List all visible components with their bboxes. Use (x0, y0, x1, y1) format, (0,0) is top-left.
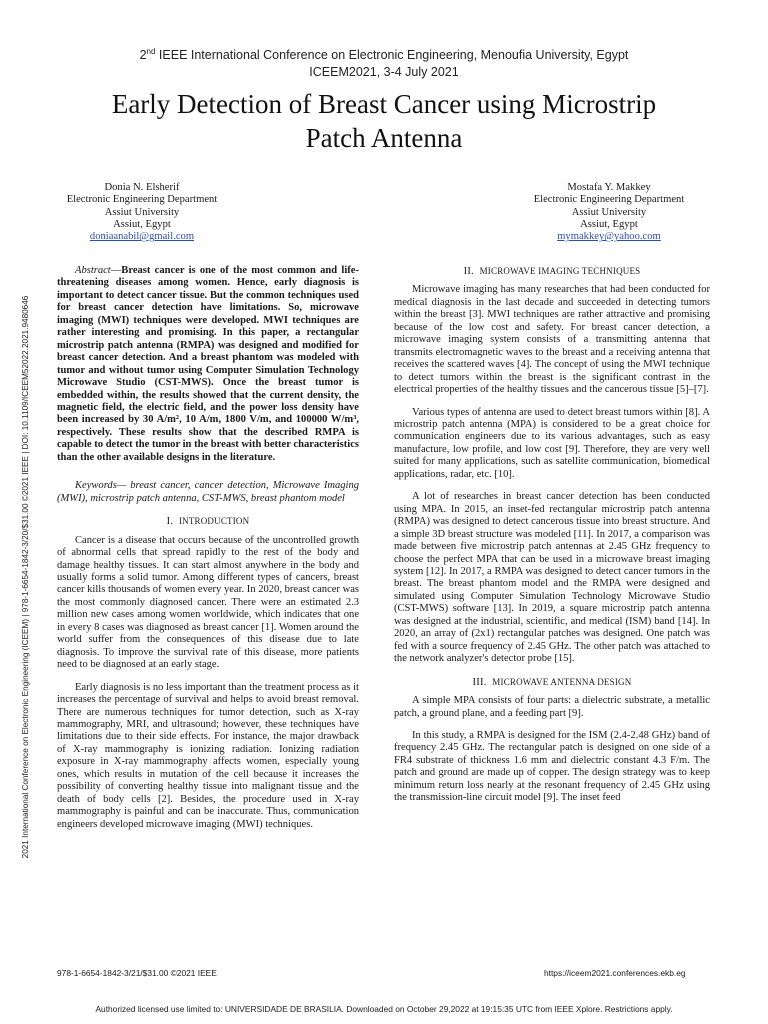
paragraph: Microwave imaging has many researches that had been conducted for medical diagnosis in the last decade and succeeded in detecting tumors within the breast [3]. MWI techniques are rather attractive and promising because of the low cost and safety. For breast cancer detection, a microwave imaging system consists of a transmitting antenna that transmits electromagnetic waves to the breast and a receiving antenna that receives the scattered waves [4]. The concept of using the MWI technique to detect tumors within the breast is the significant contrast in the electrical properties of the healthy tissues and the cancerous tissue [5]–[7]. (394, 284, 710, 396)
paper-title (40, 87, 728, 155)
title-line-1: Early Detection of Breast Cancer using Microstrip (111, 89, 657, 119)
abstract: Abstract—Breast cancer is one of the most common and life-threatening diseases among women. Hence, early diagnosis is important to detect cancer tissue. But the common techniques used for breast cancer detection have limitations. So, microwave imaging (MWI) techniques were developed. MWI techniques are rather interesting and promising. In this paper, a rectangular microstrip patch antenna (RMPA) was designed and modified for breast cancer detection. And a breast phantom was modeled with tumor and without tumor using Computer Simulation Technology Microwave Studio (CST-MWS). Once the breast tumor is embedded within, the results showed that the current density, the magnetic field, the electric field, and the power loss density have been increased by 30 A/m², 10 A/m, 1800 V/m, and 100000 W/m³, respectively. These results show that the described RMPA is capable to detect the tumor in the breast with better characteristics than the other available designs in the literature. (57, 265, 359, 463)
section-heading-microwave-imaging: II. MICROWAVE IMAGING TECHNIQUES (463, 266, 641, 277)
paragraph: Cancer is a disease that occurs because of the uncontrolled growth of abnormal cells that spread rapidly to the rest of the body and damage healthy tissues. It can start almost anywhere in the body and usually forms a solid tumor. Among different types of cancers, breast cancer kills thousands of women every year. In 2020, breast cancer was the most commonly diagnosed cancer. There were an estimated 2.3 million new cases among women worldwide, which indicates that one in every 8 cases was diagnosed as breast cancer [1]. Women around the world suffer from the consequences of this disease due to late diagnosis. To improve the survival rate of this disease, more patients need to be diagnosed at an early stage. (57, 534, 359, 671)
section-heading-antenna-design: III. MICROWAVE ANTENNA DESIGN (472, 676, 632, 688)
author-email-link[interactable]: mymakkey@yahoo.com (557, 231, 661, 243)
title-line-2: Patch Antenna (305, 123, 463, 153)
author-block-1 (42, 182, 242, 243)
conference-header (0, 43, 768, 81)
paragraph: A simple MPA consists of four parts: a dielectric substrate, a metallic patch, a ground plane, and a feeding part [9]. (394, 695, 710, 719)
sidebar-citation: 2021 International Conference on Electronic Engineering (ICEEM) | 978-1-6654-1842-3/20/$31.00 ©2021 IEEE | DOI: 10.1109/ICEEM52022.2021.9480646 (21, 295, 30, 859)
author-name: Mostafa Y. Makkey (567, 182, 651, 193)
paragraph: Various types of antenna are used to detect breast tumors within [8]. A microstrip patch antenna (MPA) is considered to be a great choice for communication engineers due to its various advantages, such as easy manufacture, low profile, and low cost [9]. Therefore, they are very well suited for many applications, such as satellite communication, biomedical applications, radar, etc. [10]. (394, 406, 710, 480)
author-univ: Assiut University (571, 206, 647, 218)
author-dept: Electronic Engineering Department (66, 194, 218, 206)
author-location: Assiut, Egypt (580, 218, 638, 230)
conference-line-2: ICEEM2021, 3-4 July 2021 (309, 65, 459, 80)
left-column (57, 265, 359, 831)
section-heading-introduction: I. INTRODUCTION (166, 516, 250, 528)
author-dept: Electronic Engineering Department (533, 194, 685, 206)
author-name: Donia N. Elsherif (104, 182, 180, 193)
conference-line-1: 2nd IEEE International Conference on Electronic Engineering, Menoufia University, Egypt (139, 47, 629, 63)
footer-copyright: 978-1-6654-1842-3/21/$31.00 ©2021 IEEE (57, 968, 217, 978)
author-location: Assiut, Egypt (113, 218, 171, 230)
license-notice: Authorized licensed use limited to: UNIVERSIDADE DE BRASILIA. Downloaded on October 29,2022 at 19:15:35 UTC from IEEE Xplore. Restrictions apply. (95, 1004, 673, 1014)
author-block-2 (509, 182, 709, 243)
right-column (394, 265, 710, 805)
paragraph: Early diagnosis is no less important than the treatment process as it increases the percentage of survival and helps to avoid breast removal. There are numerous techniques for tumor detection, such as X-ray mammography, MRI, and ultrasound; however, these techniques have limitations due to their side effects. For instance, the major drawback of X-ray mammography is ionizing radiation. Ionizing radiation exposure in X-ray mammography affects women, especially young ones, which results in mutation of the cell because it increases the possibility of converting healthy tissue into malignant tissue and the death of body cells [2]. Besides, the procedure used in X-ray mammography is painful and can be inaccurate. Thus, communication engineers developed microwave imaging (MWI) techniques. (57, 681, 359, 830)
paragraph: A lot of researches in breast cancer detection has been conducted using MPA. In 2015, an inset-fed rectangular microstrip patch antenna (RMPA) was designed to detect cancerous tissue into breast structure. And a simple 3D breast structure was modeled [11]. In 2017, a comparison was made between five microstrip patch antennas at 2.45 GHz frequency to choose the perfect MPA that can be used in a microwave breast imaging system [12]. In 2017, a RMPA was designed to detect cancer tumors in the breast. The breast phantom model and the RMPA were designed and simulated using Computer Simulation Technology Microwave Studio (CST-MWS) software [13]. In 2019, a square microstrip patch antenna was designed at the industrial, scientific, and medical (ISM) band [14]. In 2020, an array of (2x1) rectangular patches was designed. One patch was fed with a source frequency of 2.45 GHz. The other patch was attached to the network analyzer's detector probe [15]. (394, 491, 710, 665)
keywords: Keywords— breast cancer, cancer detection, Microwave Imaging (MWI), microstrip patch antenna, CST-MWS, breast phantom model (57, 480, 359, 504)
author-univ: Assiut University (104, 206, 180, 218)
footer-url[interactable]: https://iceem2021.conferences.ekb.eg (544, 968, 686, 978)
author-email-link[interactable]: doniaanabil@gmail.com (89, 231, 195, 243)
paragraph: In this study, a RMPA is designed for the ISM (2.4-2.48 GHz) band of frequency 2.45 GHz. The rectangular patch is designed on one side of a FR4 substrate of thickness 1.6 mm and dielectric constant 4.3 F/m. The patch and ground are made up of copper. The design strategy was to keep minimum return loss nearly at the resonant frequency of 2.45 GHz using the transmission-line circuit model [9]. The inset feed (394, 729, 710, 804)
